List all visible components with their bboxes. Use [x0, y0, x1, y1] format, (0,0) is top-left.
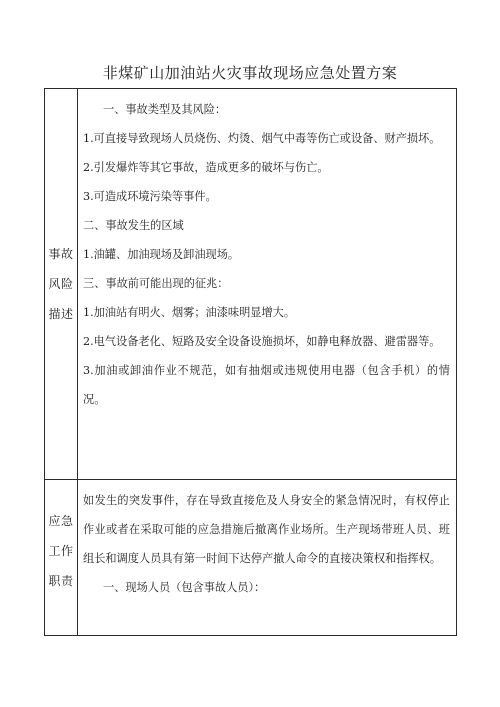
duty-label-line: 工作 [48, 544, 74, 558]
risk-label-line: 描述 [48, 307, 74, 321]
table-row-risk [45, 89, 457, 480]
document-title: 非煤矿山加油站火灾事故现场应急处置方案 [102, 64, 398, 82]
duty-label [45, 506, 77, 596]
duty-label-line: 应急 [48, 514, 74, 528]
risk-label [45, 239, 77, 329]
risk-item: 2.电气设备老化、短路及安全设备设施损坏，如静电释放器、避雷器等。 [83, 335, 441, 348]
table-row-duty [45, 480, 457, 636]
duty-heading: 一、现场人员（包含事故人员）： [103, 581, 266, 594]
risk-content-cell [78, 89, 457, 480]
risk-item: 1.可直接导致现场人员烧伤、灼烫、烟气中毒等伤亡或设备、财产损坏。 [83, 132, 441, 145]
duty-paragraph: 如发生的突发事件，存在导致直接危及人身安全的紧急情况时，有权停止作业或者在采取可能的应急措施后撤离作业场所。生产现场带班人员、班组长和调度人员具有第一时间下达停产撤人命令的直接决策权和指挥权。 [83, 494, 450, 565]
risk-item: 1.油罐、加油现场及卸油现场。 [83, 248, 240, 261]
duty-content-cell [78, 480, 457, 636]
risk-heading-2: 二、事故发生的区域 [83, 219, 184, 232]
risk-label-cell [45, 89, 78, 480]
duty-label-cell [45, 480, 78, 636]
risk-heading-1: 一、事故类型及其风险： [103, 103, 227, 116]
risk-item: 2.引发爆炸等其它事故，造成更多的破坏与伤亡。 [83, 161, 329, 174]
plan-table [44, 88, 457, 636]
risk-label-line: 风险 [48, 277, 74, 291]
risk-item: 3.加油或卸油作业不规范，如有抽烟或违规使用电器（包含手机）的情况。 [83, 364, 450, 406]
duty-label-line: 职责 [48, 574, 74, 588]
risk-item: 3.可造成环境污染等事件。 [83, 190, 217, 203]
risk-heading-3: 三、事故前可能出现的征兆： [83, 277, 229, 290]
risk-item: 1.加油站有明火、烟雾；油漆味明显增大。 [83, 306, 296, 319]
risk-label-line: 事故 [48, 247, 74, 261]
